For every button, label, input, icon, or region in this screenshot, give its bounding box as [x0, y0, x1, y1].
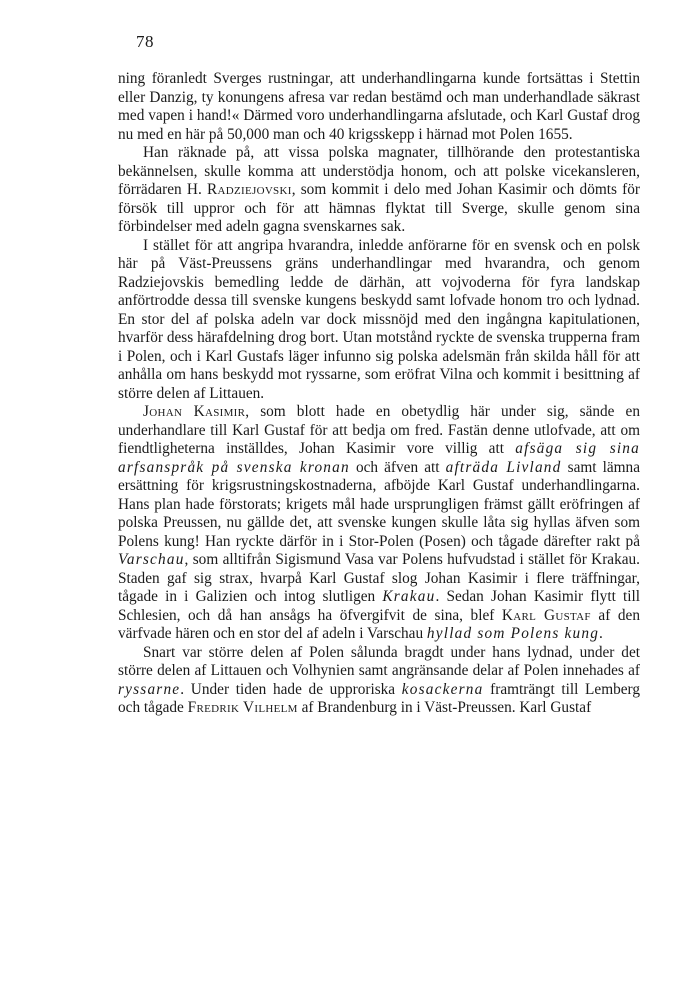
text-run: Snart var större delen af Polen sålunda bragdt under hans lydnad, under det större delen af Littauen och Volhynien samt angränsande delar af Polen innehades af	[118, 643, 640, 679]
emphasis-text: hyllad som Polens kung	[426, 625, 600, 642]
page-number: 78	[136, 32, 154, 51]
paragraph	[118, 144, 640, 237]
text-run: , som kommit i delo med Johan Kasimir och dömts för försök till uppror och för att hämnas flyktat till Sverge, skulle genom sina förbindelser med adeln gagna svenskarnes sak.	[118, 181, 640, 235]
text-run: och äfven att	[349, 458, 446, 476]
small-caps-name: Karl Gustaf	[501, 606, 591, 624]
small-caps-name: Johan Kasimir	[143, 403, 246, 420]
text-run: . Sedan Johan Kasimir flytt till Schlesien, och då han ansågs ha öfvergifvit de sina, blef	[118, 588, 640, 624]
emphasis-text: Varschau	[118, 551, 185, 568]
paragraph	[118, 70, 640, 144]
text-run: , som blott hade en obetydlig här under sig, sände en underhandlare till Karl Gustaf för att bedja om fred. Fastän denne utlofvade, att om fiendtligheterna inställdes, Johan Kasimir vore villig att	[118, 403, 640, 457]
text-run: af den värfvade hären och en stor del af adeln i Varschau	[118, 606, 640, 642]
body-text	[118, 70, 640, 718]
small-caps-name: Radziejovski	[207, 181, 292, 198]
paragraph	[118, 644, 640, 718]
small-caps-name: Fredrik Vilhelm	[187, 699, 298, 716]
text-run: I stället för att angripa hvarandra, inledde anförarne för en svensk och en polsk här på Väst-Preussens gräns underhandlingar med hvarandra, och genom Radziejovskis bemedling ledde de därhän, att vojvoderna för fyra landskap anförtrodde dessa till svenske kungens beskydd samt lofvade honom tro och lydnad. En stor del af polska adeln var dock missnöjd med den ingångna kapitulationen, hvarför dess härafdelning drog bort. Utan motstånd ryckte de svenska trupperna fram i Polen, och i Karl Gustafs läger infunno sig polska adelsmän från skilda håll för att anhålla om hans beskydd mot ryssarne, som eröfrat Vilna och kommit i besittning af större delen af Littauen.	[118, 236, 640, 402]
paragraph	[118, 237, 640, 404]
emphasis-text: afträda Livland	[445, 458, 562, 476]
text-run: , som alltifrån Sigismund Vasa var Polens hufvudstad i stället för Krakau. Staden gaf sig strax, hvarpå Karl Gustaf slog Johan Kasimir i flere träffningar, tågade in i Galizien och intog slutligen	[118, 551, 640, 605]
paragraph	[118, 403, 640, 644]
emphasis-text: Krakau	[382, 588, 436, 605]
text-run: .	[599, 625, 603, 642]
emphasis-text: kosackerna	[401, 680, 484, 698]
text-run: . Under tiden hade de upproriska	[180, 680, 402, 698]
text-run: samt lämna ersättning för krigsrustningskostnaderna, afböjde Karl Gustaf underhandlingarna. Hans plan hade förstorats; krigets mål hade ursprungligen främst gällt eröfringen af polska Preussen, nu gällde det, att svenske kungen skulle låta sig hyllas äfven som Polens kung! Han ryckte därför in i Stor-Polen (Posen) och tågade därefter rakt på	[118, 458, 640, 550]
emphasis-text: afsäga sig sina arfsanspråk på svenska kronan	[118, 440, 641, 476]
emphasis-text: ryssarne	[118, 680, 181, 698]
text-run: ning föranledt Sverges rustningar, att underhandlingarna kunde fortsättas i Stettin eller Danzig, ty konungens afresa var redan bestämd och man underhandlade säkrast med vapen i hand!« Därmed voro underhandlingarna afslutade, och Karl Gustaf drog nu med en här på 50,000 man och 40 krigsskepp i härnad mot Polen 1655.	[118, 70, 640, 143]
text-run: Han räknade på, att vissa polska magnater, tillhörande den protestantiska bekännelsen, skulle komma att understödja honom, och att polske vicekansleren, förrädaren H.	[118, 144, 640, 198]
text-run: framträngt till Lemberg och tågade	[118, 680, 640, 716]
text-run: af Brandenburg in i Väst-Preussen. Karl Gustaf	[297, 699, 592, 716]
